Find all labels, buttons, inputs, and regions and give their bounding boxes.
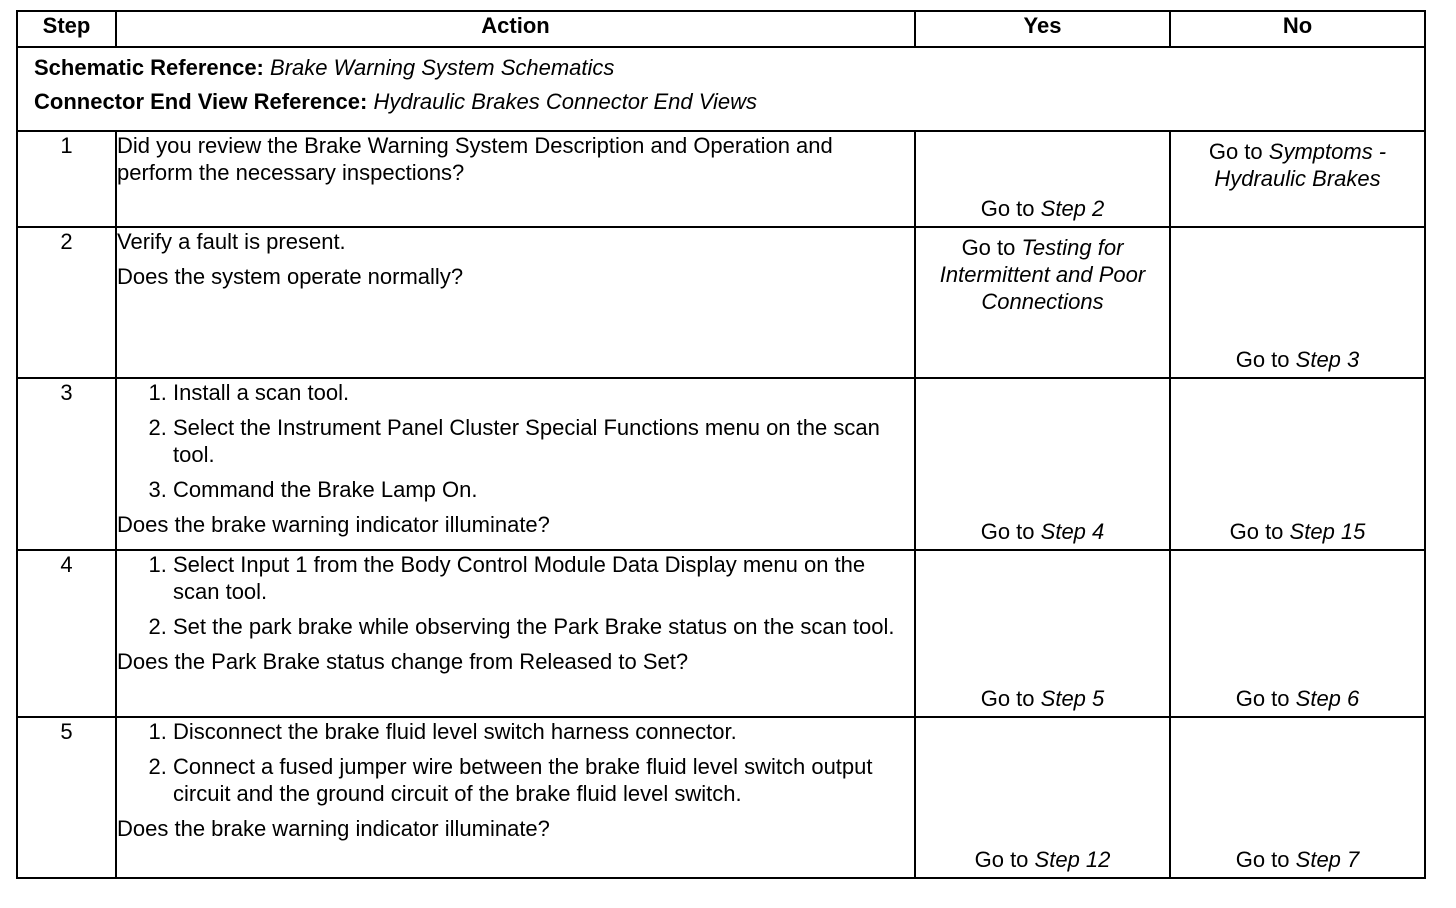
step-action (116, 378, 915, 550)
step-question: Does the Park Brake status change from Released to Set? (117, 649, 689, 674)
step-action (116, 550, 915, 717)
step-number: 2 (17, 227, 116, 378)
step-row-1 (17, 131, 1425, 227)
no-result (1177, 346, 1418, 373)
step-action (116, 227, 915, 378)
reference-cell (17, 47, 1425, 131)
go-to-text: Go to (1235, 347, 1290, 372)
step-intro: Verify a fault is present. (117, 229, 346, 254)
go-to-text: Go to (1235, 686, 1290, 711)
schematic-reference (34, 54, 1424, 81)
header-action: Action (116, 11, 915, 47)
no-result (1177, 138, 1418, 192)
yes-result (922, 234, 1163, 315)
go-to-text: Go to (1229, 519, 1284, 544)
yes-target-link[interactable]: Step 2 (1040, 196, 1105, 221)
instruction-item: 3. Command the Brake Lamp On. (173, 476, 914, 503)
header-no: No (1170, 11, 1425, 47)
connector-reference-label: Connector End View Reference: (34, 89, 368, 114)
no-cell (1170, 717, 1425, 878)
step-row-3 (17, 378, 1425, 550)
instruction-item: 1. Install a scan tool. (173, 379, 914, 406)
step-instructions (117, 718, 914, 807)
go-to-text: Go to (980, 196, 1035, 221)
header-step: Step (17, 11, 116, 47)
step-question: Did you review the Brake Warning System Description and Operation and perform the necessary inspections? (117, 133, 833, 185)
go-to-text: Go to (1208, 139, 1263, 164)
yes-target-link[interactable]: Step 5 (1040, 686, 1105, 711)
no-result (1177, 518, 1418, 545)
connector-reference-link[interactable]: Hydraulic Brakes Connector End Views (373, 89, 758, 114)
instruction-item: 2. Select the Instrument Panel Cluster Special Functions menu on the scan tool. (173, 414, 914, 468)
yes-cell (915, 550, 1170, 717)
yes-cell (915, 131, 1170, 227)
step-row-4 (17, 550, 1425, 717)
yes-target-link[interactable]: Step 4 (1040, 519, 1105, 544)
schematic-reference-link[interactable]: Brake Warning System Schematics (270, 55, 615, 80)
diagnostic-table (16, 10, 1426, 879)
instruction-item: 1. Select Input 1 from the Body Control Module Data Display menu on the scan tool. (173, 551, 914, 605)
yes-target-link[interactable]: Testing for Intermittent and Poor Connections (939, 235, 1146, 314)
yes-cell (915, 378, 1170, 550)
no-target-link[interactable]: Step 3 (1295, 347, 1360, 372)
step-action (116, 131, 915, 227)
no-result (1177, 846, 1418, 873)
instruction-item: 1. Disconnect the brake fluid level switch harness connector. (173, 718, 914, 745)
go-to-text: Go to (980, 519, 1035, 544)
no-cell (1170, 378, 1425, 550)
step-instructions (117, 551, 914, 640)
no-result (1177, 685, 1418, 712)
yes-target-link[interactable]: Step 12 (1034, 847, 1111, 872)
yes-result (922, 518, 1163, 545)
step-row-5 (17, 717, 1425, 878)
step-number: 4 (17, 550, 116, 717)
no-target-link[interactable]: Symptoms - Hydraulic Brakes (1214, 139, 1387, 191)
step-instructions (117, 379, 914, 503)
step-number: 5 (17, 717, 116, 878)
go-to-text: Go to (1235, 847, 1290, 872)
no-target-link[interactable]: Step 6 (1295, 686, 1360, 711)
go-to-text: Go to (961, 235, 1016, 260)
no-cell (1170, 131, 1425, 227)
reference-row (17, 47, 1425, 131)
go-to-text: Go to (980, 686, 1035, 711)
instruction-item: 2. Set the park brake while observing the Park Brake status on the scan tool. (173, 613, 914, 640)
step-question: Does the brake warning indicator illuminate? (117, 816, 550, 841)
header-row (17, 11, 1425, 47)
step-action (116, 717, 915, 878)
yes-result (922, 195, 1163, 222)
yes-result (922, 685, 1163, 712)
no-cell (1170, 227, 1425, 378)
step-question: Does the system operate normally? (117, 264, 464, 289)
schematic-reference-label: Schematic Reference: (34, 55, 264, 80)
step-question: Does the brake warning indicator illuminate? (117, 512, 550, 537)
go-to-text: Go to (974, 847, 1029, 872)
step-number: 1 (17, 131, 116, 227)
step-number: 3 (17, 378, 116, 550)
yes-cell (915, 717, 1170, 878)
instruction-item: 2. Connect a fused jumper wire between the brake fluid level switch output circuit and the ground circuit of the brake fluid level switch. (173, 753, 914, 807)
step-row-2 (17, 227, 1425, 378)
connector-reference (34, 88, 1424, 115)
no-cell (1170, 550, 1425, 717)
no-target-link[interactable]: Step 15 (1289, 519, 1366, 544)
header-yes: Yes (915, 11, 1170, 47)
yes-result (922, 846, 1163, 873)
yes-cell (915, 227, 1170, 378)
no-target-link[interactable]: Step 7 (1295, 847, 1360, 872)
